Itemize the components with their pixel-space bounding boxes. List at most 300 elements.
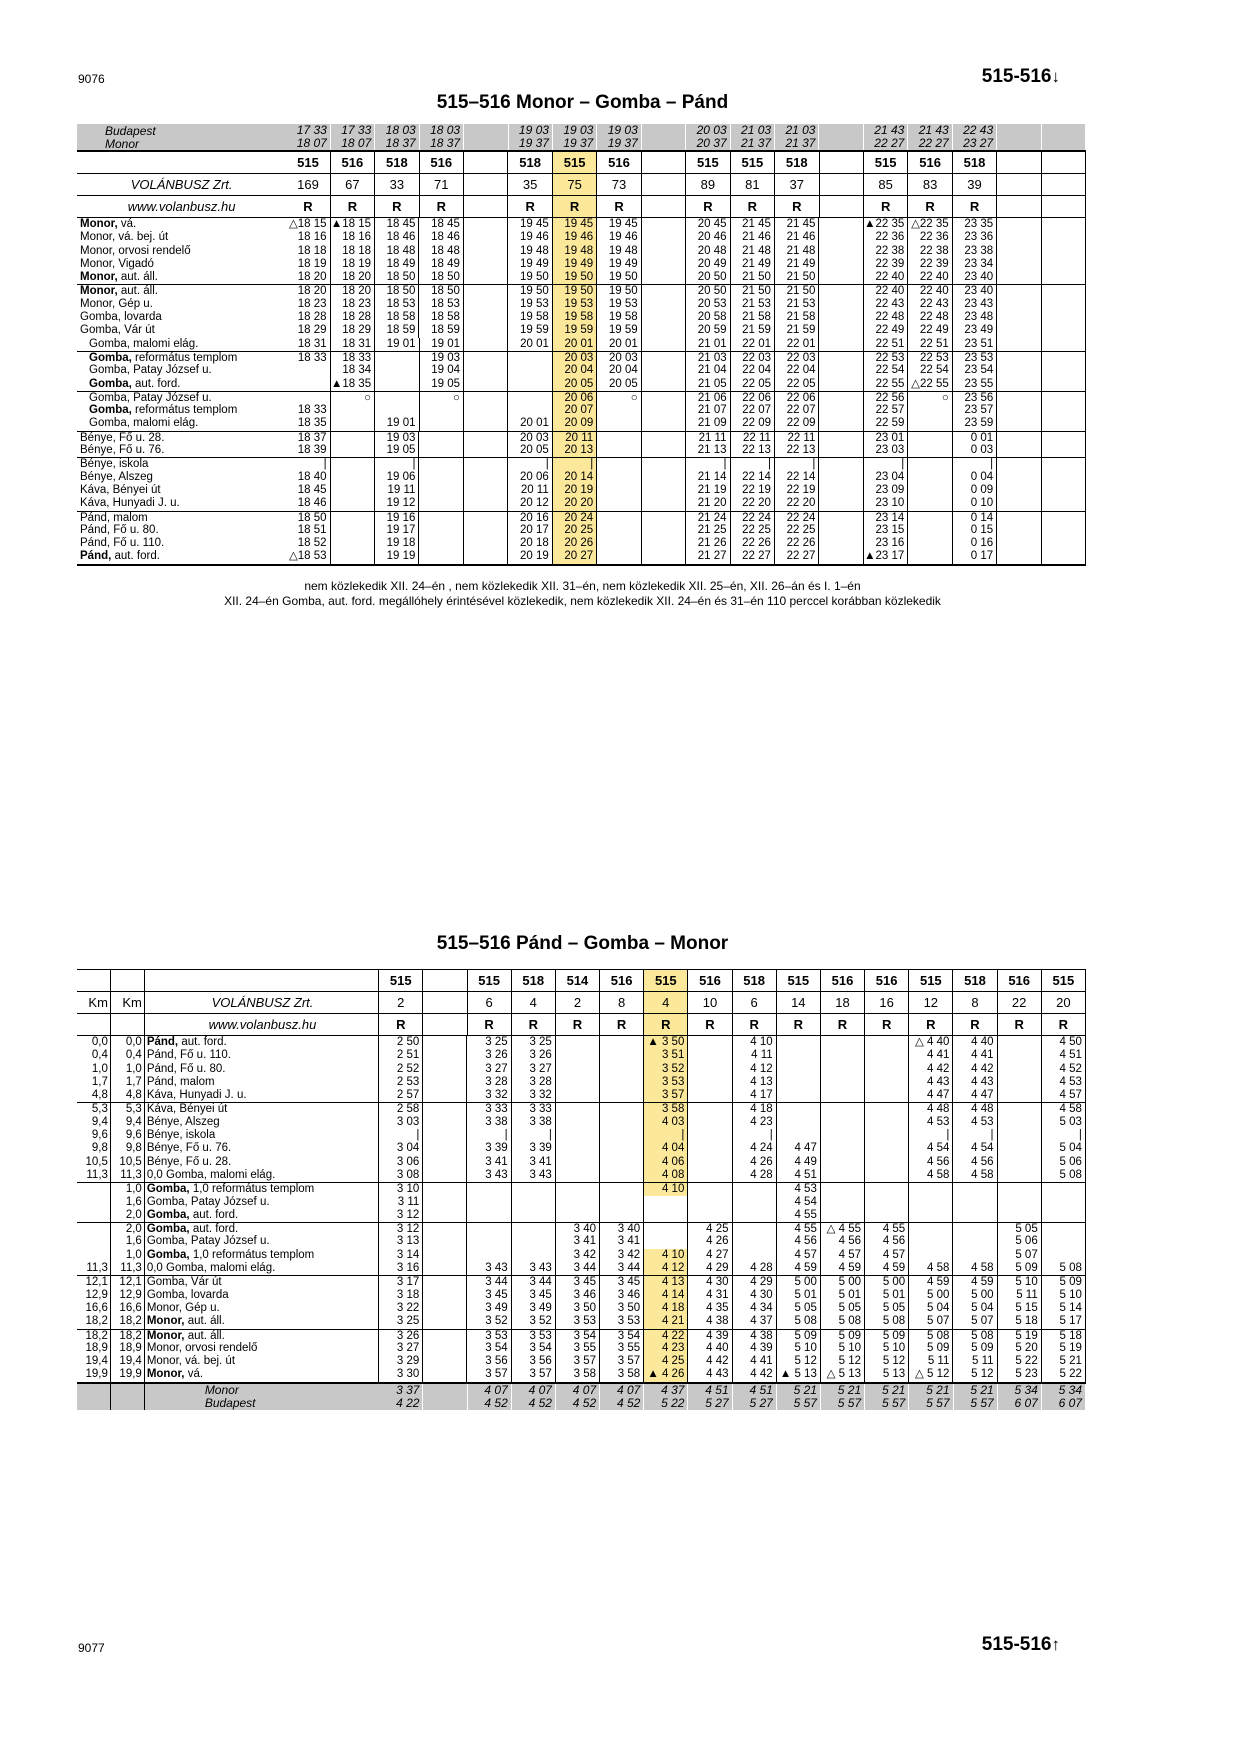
context-time: 21 43 xyxy=(918,123,949,137)
km-value: 1,0 xyxy=(111,1249,145,1262)
context-cell xyxy=(420,124,464,150)
operator-row-label: VOLÁNBUSZ Zrt. xyxy=(145,992,379,1013)
time-cell: 18 16 xyxy=(331,231,375,244)
time-cell: 5 17 xyxy=(1042,1315,1086,1328)
time-cell: 4 42 xyxy=(733,1368,777,1381)
time-cell: 0 15 xyxy=(953,524,997,537)
table-row xyxy=(77,1169,1086,1182)
time-cell: 19 16 xyxy=(375,512,419,524)
time-cell: 22 19 xyxy=(775,484,819,497)
table-row xyxy=(77,1156,1086,1169)
time-cell: ▲23 17 xyxy=(864,550,908,563)
operator-row-cell xyxy=(1042,174,1086,195)
time-cell xyxy=(597,497,641,510)
time-cell: 20 18 xyxy=(508,537,552,550)
time-cell: 3 33 xyxy=(467,1103,511,1115)
time-cell: 5 10 xyxy=(1042,1289,1086,1302)
time-cell: 3 42 xyxy=(556,1249,600,1262)
stop-detail: aut. áll. xyxy=(187,1315,225,1328)
stop-detail: Monor, orvosi rendelő xyxy=(80,244,191,257)
time-cell: 21 59 xyxy=(775,324,819,337)
km-header xyxy=(111,970,145,991)
reserve-row-cell: R xyxy=(731,196,775,217)
time-cell xyxy=(997,298,1041,311)
table-row xyxy=(77,364,1086,377)
time-cell xyxy=(777,1089,821,1102)
time-cell xyxy=(600,1129,644,1142)
km-value: 0,0 xyxy=(111,1036,145,1049)
time-cell xyxy=(423,1103,467,1115)
context-time: 19 03 xyxy=(518,123,549,137)
time-cell: 3 44 xyxy=(512,1276,556,1288)
context-time: 6 07 xyxy=(1058,1395,1083,1410)
time-cell xyxy=(423,1049,467,1062)
stop-detail: Bénye, Fő u. 28. xyxy=(146,1155,232,1168)
time-cell xyxy=(819,218,863,231)
timetable-title-inbound: 515–516 Pánd – Gomba – Monor xyxy=(436,933,729,954)
route-code-bottom xyxy=(982,1634,1060,1656)
time-cell xyxy=(642,471,686,484)
time-cell xyxy=(423,1276,467,1288)
context-time: 5 57 xyxy=(837,1395,862,1410)
stop-detail: Monor, orvosi rendelő xyxy=(146,1341,258,1354)
time-cell xyxy=(777,1076,821,1089)
time-cell: 5 10 xyxy=(865,1342,909,1355)
time-cell xyxy=(512,1209,556,1222)
route-row-cell: 518 xyxy=(508,152,552,173)
time-cell xyxy=(464,378,508,391)
time-cell xyxy=(597,458,641,470)
time-cell: 20 58 xyxy=(686,311,730,324)
route-row-label xyxy=(77,152,286,173)
table-row xyxy=(77,338,1086,351)
stop-name xyxy=(77,471,286,484)
time-cell: 23 51 xyxy=(953,338,997,351)
time-cell xyxy=(600,1183,644,1195)
time-cell: 4 29 xyxy=(688,1262,732,1275)
time-cell xyxy=(556,1103,600,1115)
time-cell xyxy=(821,1076,865,1089)
time-cell: 4 48 xyxy=(909,1103,953,1115)
km-value: 2,0 xyxy=(111,1223,145,1235)
time-cell: 3 16 xyxy=(379,1262,423,1275)
time-cell xyxy=(642,245,686,258)
time-cell: 5 01 xyxy=(777,1289,821,1302)
time-cell: 19 49 xyxy=(508,258,552,271)
time-cell xyxy=(423,1209,467,1222)
time-cell: 18 50 xyxy=(286,512,330,524)
operator-row xyxy=(77,992,1086,1014)
time-cell xyxy=(642,537,686,550)
reserve-row-cell: R xyxy=(688,1014,732,1035)
time-cell: 3 10 xyxy=(379,1183,423,1195)
time-cell xyxy=(997,285,1041,297)
time-cell: 20 01 xyxy=(508,417,552,430)
route-row-cell: 516 xyxy=(865,970,909,991)
time-cell xyxy=(508,364,552,377)
time-cell xyxy=(821,1142,865,1155)
time-cell: 4 30 xyxy=(688,1276,732,1288)
time-cell: 18 50 xyxy=(375,285,419,297)
time-cell xyxy=(865,1196,909,1209)
time-cell: 22 13 xyxy=(731,444,775,457)
time-cell: 23 57 xyxy=(953,404,997,417)
time-cell: △22 35 xyxy=(908,218,952,231)
context-cell xyxy=(642,124,686,150)
time-cell: | xyxy=(864,458,908,470)
time-cell: 23 49 xyxy=(953,324,997,337)
stop-name xyxy=(145,1355,379,1368)
time-cell: 19 48 xyxy=(553,245,597,258)
context-cell xyxy=(908,124,952,150)
time-cell xyxy=(819,298,863,311)
time-cell xyxy=(464,245,508,258)
time-cell xyxy=(909,1196,953,1209)
route-row-cell: 516 xyxy=(908,152,952,173)
time-cell xyxy=(464,524,508,537)
context-cell xyxy=(464,124,508,150)
time-cell xyxy=(819,404,863,417)
time-cell: 5 19 xyxy=(1042,1342,1086,1355)
context-cell xyxy=(688,1384,732,1410)
time-cell xyxy=(1042,1223,1086,1235)
time-cell: 18 34 xyxy=(331,364,375,377)
time-cell: 3 43 xyxy=(512,1262,556,1275)
time-cell: 19 58 xyxy=(508,311,552,324)
time-cell: 3 57 xyxy=(512,1368,556,1381)
table-row xyxy=(77,1182,1086,1195)
time-cell: 22 43 xyxy=(864,298,908,311)
time-cell: 18 28 xyxy=(286,311,330,324)
time-cell: 5 13 xyxy=(865,1368,909,1381)
stop-detail: vá. xyxy=(187,1368,204,1381)
time-cell xyxy=(997,484,1041,497)
time-cell xyxy=(423,1368,467,1381)
time-cell: 5 04 xyxy=(953,1302,997,1315)
time-cell: 3 53 xyxy=(512,1330,556,1342)
time-cell: 18 59 xyxy=(375,324,419,337)
time-cell xyxy=(688,1183,732,1195)
table-bottom-line xyxy=(77,564,1086,566)
time-cell: 5 12 xyxy=(953,1368,997,1381)
time-cell xyxy=(909,1235,953,1248)
time-cell: 3 46 xyxy=(600,1289,644,1302)
context-label: Monor xyxy=(204,1383,239,1397)
time-cell: 4 39 xyxy=(688,1330,732,1342)
time-cell: 21 48 xyxy=(775,245,819,258)
stop-name xyxy=(77,417,286,430)
time-cell: △22 55 xyxy=(908,378,952,391)
stop-name xyxy=(77,497,286,510)
time-cell xyxy=(464,484,508,497)
stop-name xyxy=(145,1249,379,1262)
stop-name xyxy=(145,1049,379,1062)
stop-detail: Gomba, Patay József u. xyxy=(146,1235,270,1248)
table-row xyxy=(77,1036,1086,1049)
time-cell: 4 58 xyxy=(953,1262,997,1275)
time-cell: 4 22 xyxy=(644,1330,688,1342)
km-value: 12,9 xyxy=(111,1289,145,1302)
time-cell xyxy=(1042,1235,1086,1248)
operator-row-cell: 71 xyxy=(420,174,464,195)
time-cell: ▲18 35 xyxy=(331,378,375,391)
time-cell xyxy=(953,1209,997,1222)
table-row xyxy=(77,1209,1086,1222)
operator-row-cell: 83 xyxy=(908,174,952,195)
km-header xyxy=(77,970,111,991)
time-cell: | xyxy=(512,1129,556,1142)
time-cell: | xyxy=(775,458,819,470)
time-cell: 4 18 xyxy=(644,1302,688,1315)
time-cell: 18 33 xyxy=(331,352,375,364)
time-cell xyxy=(688,1076,732,1089)
table-row xyxy=(77,550,1086,563)
time-cell: 21 53 xyxy=(775,298,819,311)
time-cell: 21 06 xyxy=(686,392,730,404)
time-cell: 20 13 xyxy=(553,444,597,457)
time-cell: 21 59 xyxy=(731,324,775,337)
time-cell: 3 27 xyxy=(379,1342,423,1355)
time-cell: 22 14 xyxy=(731,471,775,484)
table-row xyxy=(77,271,1086,284)
time-cell xyxy=(998,1156,1042,1169)
time-cell: 18 46 xyxy=(286,497,330,510)
time-cell: 3 55 xyxy=(556,1342,600,1355)
stop-name xyxy=(145,1276,379,1288)
table-row xyxy=(77,484,1086,497)
reserve-row-cell: R xyxy=(775,196,819,217)
time-cell: 22 39 xyxy=(908,258,952,271)
time-cell xyxy=(286,364,330,377)
stop-detail: Gomba, Vár út xyxy=(146,1276,222,1289)
reserve-row-cell: R xyxy=(556,1014,600,1035)
time-cell: 3 42 xyxy=(600,1249,644,1262)
time-cell: 21 19 xyxy=(686,484,730,497)
timetable-body xyxy=(77,218,1086,564)
time-cell: 0 16 xyxy=(953,537,997,550)
route-row-cell: 515 xyxy=(864,152,908,173)
reserve-row-cell: R xyxy=(375,196,419,217)
time-cell: 21 50 xyxy=(731,285,775,297)
time-cell: 3 32 xyxy=(512,1089,556,1102)
time-cell xyxy=(997,364,1041,377)
time-cell: ▲ 4 26 xyxy=(644,1368,688,1381)
table-row xyxy=(77,1063,1086,1076)
time-cell: 21 14 xyxy=(686,471,730,484)
time-cell: 22 38 xyxy=(908,245,952,258)
time-cell: 20 04 xyxy=(553,364,597,377)
time-cell: 5 10 xyxy=(821,1342,865,1355)
time-cell xyxy=(464,352,508,364)
time-cell: 19 01 xyxy=(375,338,419,351)
km-value: 2,0 xyxy=(111,1209,145,1222)
time-cell: 5 09 xyxy=(909,1342,953,1355)
time-cell xyxy=(688,1063,732,1076)
time-cell xyxy=(556,1076,600,1089)
time-cell xyxy=(688,1156,732,1169)
time-cell: △ 5 12 xyxy=(909,1368,953,1381)
time-cell xyxy=(908,432,952,444)
km-value: 0,4 xyxy=(77,1049,111,1062)
time-cell: 18 53 xyxy=(375,298,419,311)
time-cell: 20 14 xyxy=(553,471,597,484)
time-cell: 19 49 xyxy=(597,258,641,271)
operator-row-cell: 8 xyxy=(600,992,644,1013)
time-cell: 19 05 xyxy=(420,378,464,391)
time-cell xyxy=(464,444,508,457)
time-cell: 20 19 xyxy=(553,484,597,497)
time-cell: 4 39 xyxy=(733,1342,777,1355)
time-cell: 18 31 xyxy=(286,338,330,351)
stop-detail: Káva, Bényei út xyxy=(80,483,161,496)
time-cell: 4 13 xyxy=(644,1276,688,1288)
time-cell xyxy=(1042,352,1086,364)
time-cell: 3 26 xyxy=(379,1330,423,1342)
time-cell xyxy=(997,444,1041,457)
context-time: 4 22 xyxy=(396,1395,420,1410)
time-cell: 3 38 xyxy=(512,1116,556,1129)
timetable-inbound xyxy=(77,969,1086,1410)
time-cell xyxy=(865,1036,909,1049)
table-row xyxy=(77,378,1086,391)
table-row xyxy=(77,258,1086,271)
time-cell xyxy=(998,1089,1042,1102)
km-value: 19,9 xyxy=(77,1368,111,1381)
time-cell: 3 51 xyxy=(644,1049,688,1062)
time-cell: 22 49 xyxy=(908,324,952,337)
stop-detail: Gomba, Patay József u. xyxy=(89,364,212,377)
time-cell xyxy=(642,458,686,470)
time-cell: 3 11 xyxy=(379,1196,423,1209)
time-cell xyxy=(556,1196,600,1209)
operator-row-cell: 85 xyxy=(864,174,908,195)
operator-row-cell: 6 xyxy=(468,992,512,1013)
context-time: 5 57 xyxy=(793,1395,817,1410)
stop-detail: református templom xyxy=(135,404,238,417)
timetable-title-outbound: 515–516 Monor – Gomba – Pánd xyxy=(436,92,729,113)
time-cell: △ 4 40 xyxy=(909,1036,953,1049)
time-cell xyxy=(375,392,419,404)
time-cell: 3 53 xyxy=(644,1076,688,1089)
context-time: 5 22 xyxy=(661,1395,685,1410)
time-cell: 21 49 xyxy=(731,258,775,271)
time-cell: 18 39 xyxy=(286,444,330,457)
time-cell: | xyxy=(467,1129,511,1142)
context-time: 4 52 xyxy=(572,1395,597,1410)
reserve-row-cell xyxy=(642,196,686,217)
context-time: 4 51 xyxy=(749,1382,773,1397)
time-cell xyxy=(642,352,686,364)
table-row xyxy=(77,1089,1086,1102)
time-cell: 3 38 xyxy=(467,1116,511,1129)
context-label: Budapest xyxy=(204,1395,256,1410)
operator-row-cell: 16 xyxy=(865,992,909,1013)
time-cell xyxy=(419,524,463,537)
reserve-row-cell: R xyxy=(468,1014,512,1035)
time-cell: 4 57 xyxy=(865,1249,909,1262)
time-cell xyxy=(642,218,686,231)
operator-row-cell: 6 xyxy=(733,992,777,1013)
context-cell xyxy=(375,124,419,150)
context-cell xyxy=(597,124,641,150)
time-cell xyxy=(597,524,641,537)
time-cell: 4 57 xyxy=(777,1249,821,1262)
time-cell xyxy=(819,512,863,524)
time-cell: 23 43 xyxy=(953,298,997,311)
stop-name xyxy=(77,444,286,457)
route-row-cell xyxy=(642,152,686,173)
time-cell xyxy=(423,1355,467,1368)
context-rows xyxy=(77,124,1086,152)
table-row xyxy=(77,1129,1086,1142)
time-cell xyxy=(998,1116,1042,1129)
time-cell xyxy=(733,1183,777,1195)
time-cell: 5 03 xyxy=(1042,1116,1086,1129)
time-cell xyxy=(331,458,375,470)
time-cell: 5 09 xyxy=(777,1330,821,1342)
time-cell: 19 50 xyxy=(508,285,552,297)
time-cell: 18 37 xyxy=(286,432,330,444)
time-cell xyxy=(1042,444,1086,457)
time-cell xyxy=(423,1063,467,1076)
time-cell: 3 52 xyxy=(467,1315,511,1328)
time-cell: 20 50 xyxy=(686,285,730,297)
km-value: 18,9 xyxy=(111,1342,145,1355)
time-cell xyxy=(642,512,686,524)
time-cell: 22 05 xyxy=(731,378,775,391)
stop-town: Gomba, xyxy=(89,351,136,364)
reserve-row-cell: R xyxy=(953,196,997,217)
time-cell: 23 15 xyxy=(864,524,908,537)
time-cell xyxy=(600,1103,644,1115)
time-cell: 21 49 xyxy=(775,258,819,271)
time-cell xyxy=(819,444,863,457)
time-cell xyxy=(600,1049,644,1062)
table-row xyxy=(77,457,1086,470)
time-cell xyxy=(375,364,419,377)
context-cell xyxy=(997,124,1041,150)
context-time: 5 34 xyxy=(1058,1382,1083,1397)
stop-name xyxy=(77,285,286,297)
time-cell xyxy=(865,1063,909,1076)
time-cell xyxy=(331,471,375,484)
time-cell: 3 53 xyxy=(556,1315,600,1328)
time-cell xyxy=(1042,417,1086,430)
km-value: 19,4 xyxy=(77,1355,111,1368)
context-time: 19 03 xyxy=(607,123,638,137)
time-cell xyxy=(953,1249,997,1262)
time-cell xyxy=(464,537,508,550)
context-time: 22 27 xyxy=(918,136,949,150)
page-number-top: 9076 xyxy=(78,72,105,86)
time-cell xyxy=(464,497,508,510)
context-cell xyxy=(864,124,908,150)
time-cell: 18 40 xyxy=(286,471,330,484)
time-cell xyxy=(423,1302,467,1315)
table-row xyxy=(77,1355,1086,1368)
context-time: 21 43 xyxy=(874,123,905,137)
route-code-label: 515-516 xyxy=(981,1634,1052,1655)
time-cell xyxy=(642,311,686,324)
route-row-cell: 515 xyxy=(644,970,688,991)
time-cell: 4 26 xyxy=(688,1235,732,1248)
stop-detail: Gomba, lovarda xyxy=(80,311,162,324)
stop-town: Gomba, xyxy=(146,1183,193,1196)
stop-name xyxy=(145,1169,379,1182)
time-cell: 20 03 xyxy=(597,352,641,364)
time-cell: 4 21 xyxy=(644,1315,688,1328)
time-cell xyxy=(642,324,686,337)
